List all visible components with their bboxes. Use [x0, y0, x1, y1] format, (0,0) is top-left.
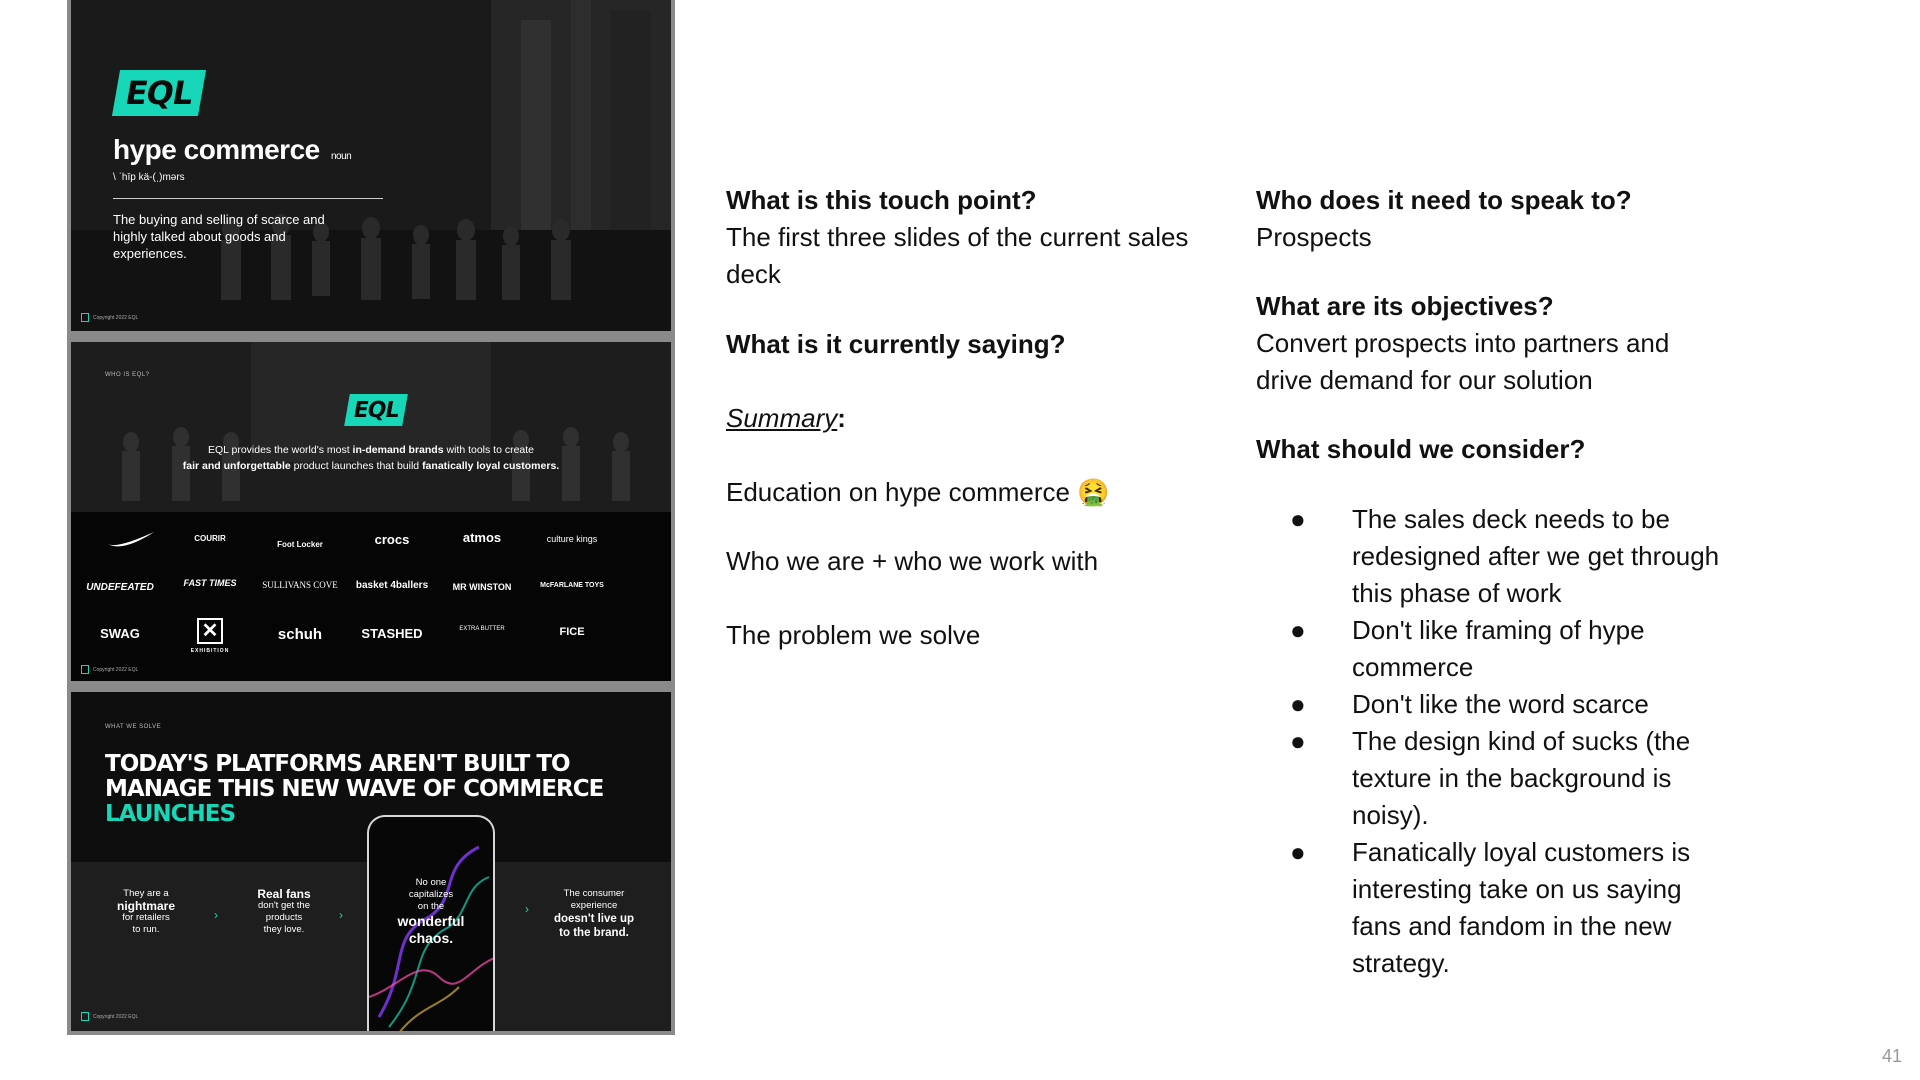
brand-fast-times: FAST TIMES — [183, 578, 237, 588]
phone-message: No one capitalizes on the wonderful chaos. — [397, 877, 465, 946]
brand-stashed: STASHED — [361, 626, 423, 641]
consider-bullet-list — [1256, 501, 1776, 982]
nauseated-face-icon: 🤮 — [1077, 477, 1110, 507]
slide-footer: Copyright 2022 EQL — [81, 313, 138, 322]
question-consider: What should we consider? — [1256, 434, 1586, 464]
slide-thumbnail-who-is-eql[interactable] — [71, 342, 671, 681]
crowd-photo-background — [71, 342, 671, 512]
eql-logo: EQL — [344, 394, 408, 426]
exhibition-x-icon: ✕ — [197, 618, 223, 644]
section-label: WHO IS EQL? — [105, 372, 150, 378]
brand-courir: COURIR — [194, 534, 226, 543]
headword: hype commerce noun — [113, 134, 352, 165]
bullet-icon: ● — [1290, 615, 1306, 645]
brand-sullivans-cove: SULLIVANS COVE — [262, 580, 338, 590]
eql-description: EQL provides the world's most in-demand brands with tools to create fair and unforgettable product launches that build fanatically loyal customers. — [182, 444, 560, 472]
definition: The buying and selling of scarce and highly talked about goods and experiences. — [113, 212, 325, 261]
list-item: ● The design kind of sucks (the texture in the background is noisy). — [1256, 723, 1776, 834]
answer-objectives-line2: drive demand for our solution — [1256, 365, 1593, 395]
page-number: 41 — [1881, 1046, 1902, 1066]
brand-exhibition: EXHIBITION — [190, 648, 230, 654]
question-touch-point: What is this touch point? — [726, 185, 1037, 215]
brand-logo-grid — [71, 512, 671, 681]
list-item: ● Fanatically loyal customers is interesting take on us saying fans and fandom in the new strategy. — [1256, 834, 1776, 982]
answer-objectives-line1: Convert prospects into partners and — [1256, 328, 1670, 358]
bullet-icon: ● — [1290, 504, 1306, 534]
audience-column — [1256, 182, 1776, 982]
brand-basket4ballers: basket 4ballers — [355, 580, 429, 591]
slide-thumbnail-hype-commerce[interactable] — [71, 0, 671, 331]
question-objectives: What are its objectives? — [1256, 291, 1554, 321]
bullet-icon: ● — [1290, 837, 1306, 867]
part-of-speech: noun — [331, 151, 352, 162]
chevron-right-icon: › — [214, 908, 218, 922]
slide-thumbnail-stack — [67, 0, 675, 1035]
section-label: WHAT WE SOLVE — [105, 724, 162, 730]
brand-schuh: schuh — [277, 626, 323, 643]
answer-speak-to: Prospects — [1256, 222, 1372, 252]
problem-consumer-experience: The consumer experience doesn't live up to the brand. — [553, 888, 635, 939]
touchpoint-column — [726, 182, 1226, 654]
list-item: ● Don't like framing of hype commerce — [1256, 612, 1776, 686]
brand-culture-kings: culture kings — [546, 534, 598, 544]
list-item: ● The sales deck needs to be redesigned after we get through this phase of work — [1256, 501, 1776, 612]
chevron-right-icon: › — [525, 902, 529, 916]
summary-item-who-we-are: Who we are + who we work with — [726, 546, 1099, 576]
bullet-icon: ● — [1290, 689, 1306, 719]
brand-undefeated: UNDEFEATED — [86, 582, 154, 593]
slide-footer: Copyright 2022 EQL — [81, 1012, 138, 1021]
slide-headline: TODAY'S PLATFORMS AREN'T BUILT TO MANAGE THIS NEW WAVE OF COMMERCE LAUNCHES — [105, 751, 604, 827]
nike-swoosh-icon — [106, 530, 156, 550]
slide-footer: Copyright 2022 EQL — [81, 665, 138, 674]
brand-crocs: crocs — [374, 532, 410, 547]
brand-foot-locker: Foot Locker — [277, 540, 323, 549]
question-speak-to: Who does it need to speak to? — [1256, 185, 1632, 215]
question-currently-saying: What is it currently saying? — [726, 329, 1066, 359]
divider — [113, 198, 383, 199]
bullet-icon: ● — [1290, 726, 1306, 756]
chevron-right-icon: › — [339, 908, 343, 922]
list-item: ● Don't like the word scarce — [1256, 686, 1776, 723]
brand-extra-butter: EXTRA BUTTER — [459, 626, 505, 632]
answer-touch-point-line1: The first three slides of the current sales — [726, 222, 1189, 252]
slide-thumbnail-what-we-solve[interactable] — [71, 692, 671, 1031]
problem-nightmare: They are a nightmare for retailers to run. — [116, 888, 175, 935]
brand-atmos: atmos — [462, 530, 502, 545]
summary-item-problem: The problem we solve — [726, 620, 981, 650]
brand-mcfarlane-toys: McFARLANE TOYS — [540, 582, 604, 589]
pronunciation: \ ˈhīp kä-(ˌ)mərs — [113, 172, 185, 183]
brand-mr-winston: MR WINSTON — [452, 582, 512, 592]
problem-real-fans: Real fans don't get the products they love. — [257, 887, 311, 935]
brand-fice: FICE — [559, 626, 585, 638]
brand-swag: SWAG — [100, 626, 140, 641]
eql-logo: EQL — [112, 70, 206, 116]
phone-mockup — [367, 815, 495, 1031]
summary-item-hype-commerce: Education on hype commerce 🤮 — [726, 477, 1110, 507]
summary-label: Summary: — [726, 403, 846, 433]
answer-touch-point-line2: deck — [726, 259, 781, 289]
